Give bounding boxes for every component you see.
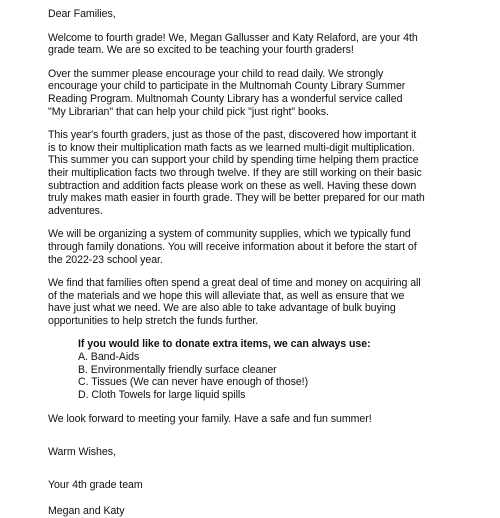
paragraph-line: This year's fourth graders, just as those of the past, discovered how important it [48, 129, 417, 142]
greeting: Dear Families, [48, 8, 116, 20]
donation-item: A. Band-Aids [78, 351, 140, 364]
paragraph-line: truly makes math easier in fourth grade. They will be better prepared for our math [48, 192, 425, 205]
paragraph-line: adventures. [48, 204, 103, 217]
closing-line: We look forward to meeting your family. Have a safe and fun summer! [48, 413, 372, 426]
paragraph-materials [48, 277, 488, 327]
paragraph-line: Reading Program. Multnomah County Library has a wonderful service called [48, 92, 403, 105]
paragraph-welcome [48, 32, 488, 57]
signoff-team: Your 4th grade team [48, 478, 143, 491]
paragraph-math [48, 129, 488, 217]
paragraph-supplies [48, 228, 488, 266]
paragraph-line: have just what we need. We are also able to take advantage of bulk buying [48, 302, 396, 315]
signoff-names: Megan and Katy [48, 505, 125, 518]
donation-list [78, 338, 488, 401]
donation-heading: If you would like to donate extra items, we can always use: [78, 338, 371, 351]
paragraph-line: subtraction and addition facts please work on these as well. Having these down [48, 179, 417, 192]
paragraph-line: of the materials and we hope this will alleviate that, as well as ensure that we [48, 289, 405, 302]
donation-item: B. Environmentally friendly surface cleaner [78, 363, 277, 376]
paragraph-line: through family donations. You will receive information about it before the start of [48, 240, 417, 253]
paragraph-line: Welcome to fourth grade! We, Megan Gallusser and Katy Relaford, are your 4th [48, 31, 418, 44]
paragraph-line: We will be organizing a system of community supplies, which we typically fund [48, 228, 411, 241]
paragraph-line: the 2022-23 school year. [48, 253, 163, 266]
paragraph-line: their multiplication facts two through twelve. If they are still working on their basic [48, 166, 422, 179]
paragraph-line: encourage your child to participate in the Multnomah County Library Summer [48, 80, 406, 93]
letter [48, 8, 488, 518]
paragraph-reading [48, 68, 488, 118]
donation-item: C. Tissues (We can never have enough of those!) [78, 376, 309, 389]
paragraph-line: We find that families often spend a great deal of time and money on acquiring all [48, 277, 421, 290]
donation-item: D. Cloth Towels for large liquid spills [78, 388, 246, 401]
paragraph-line: Over the summer please encourage your child to read daily. We strongly [48, 67, 384, 80]
paragraph-line: is to know their multiplication math facts as we learned multi-digit multiplication. [48, 141, 415, 154]
paragraph-line: grade team. We are so excited to be teaching your fourth graders! [48, 44, 354, 57]
paragraph-line: opportunities to help stretch the funds further. [48, 314, 259, 327]
signoff-warm-wishes: Warm Wishes, [48, 446, 116, 459]
paragraph-line: "My Librarian" that can help your child pick "just right" books. [48, 105, 329, 118]
paragraph-line: This summer you can support your child by spending time helping them practice [48, 154, 419, 167]
